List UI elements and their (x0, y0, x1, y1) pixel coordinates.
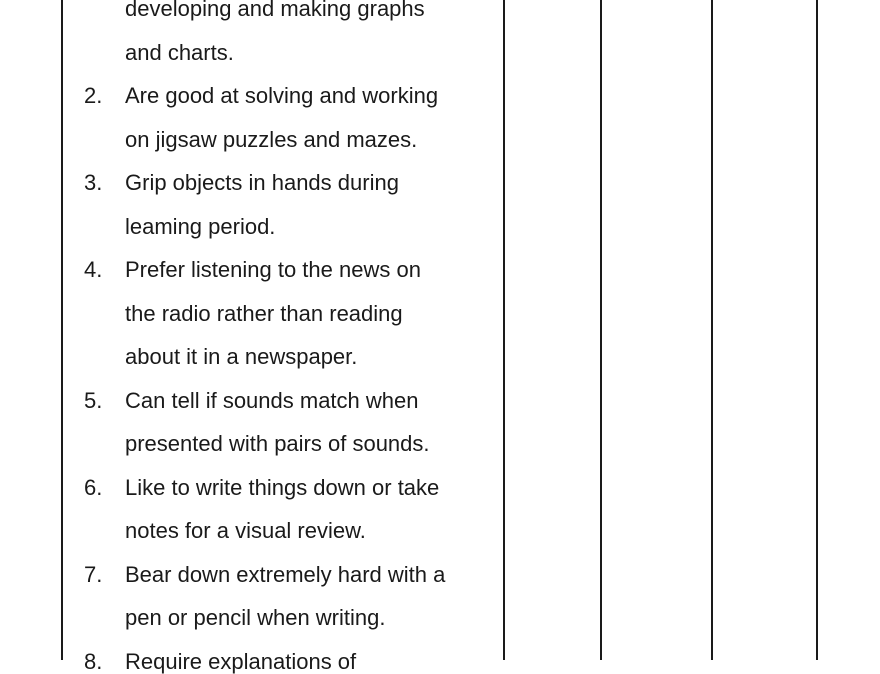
item-5-line-2: presented with pairs of sounds. (125, 431, 430, 456)
item-7-line-2: pen or pencil when writing. (125, 605, 386, 630)
item-2-line-1: Are good at solving and working (125, 83, 439, 108)
item-8-number: 8. (84, 649, 103, 674)
item-2-number: 2. (84, 83, 103, 108)
item-3-line-1: Grip objects in hands during (125, 170, 399, 195)
item-4-number: 4. (84, 257, 103, 282)
item-6-line-1: Like to write things down or take (125, 475, 440, 500)
item-6-number: 6. (84, 475, 103, 500)
column-divider-4 (816, 0, 818, 660)
item-8-line-1: Require explanations of (125, 649, 357, 674)
table-border-left (61, 0, 63, 660)
item-3-line-2: leaming period. (125, 214, 276, 239)
item-6-line-2: notes for a visual review. (125, 518, 366, 543)
item-4-line-2: the radio rather than reading (125, 301, 403, 326)
column-divider-3 (711, 0, 713, 660)
item-4-line-3: about it in a newspaper. (125, 344, 358, 369)
item-2-line-2: on jigsaw puzzles and mazes. (125, 127, 418, 152)
item-1-line-1: developing and making graphs (125, 0, 425, 21)
column-divider-1 (503, 0, 505, 660)
item-4-line-1: Prefer listening to the news on (125, 257, 421, 282)
item-5-line-1: Can tell if sounds match when (125, 388, 419, 413)
column-divider-2 (600, 0, 602, 660)
item-7-number: 7. (84, 562, 103, 587)
item-5-number: 5. (84, 388, 103, 413)
item-1-line-2: and charts. (125, 40, 234, 65)
item-7-line-1: Bear down extremely hard with a (125, 562, 446, 587)
item-3-number: 3. (84, 170, 103, 195)
